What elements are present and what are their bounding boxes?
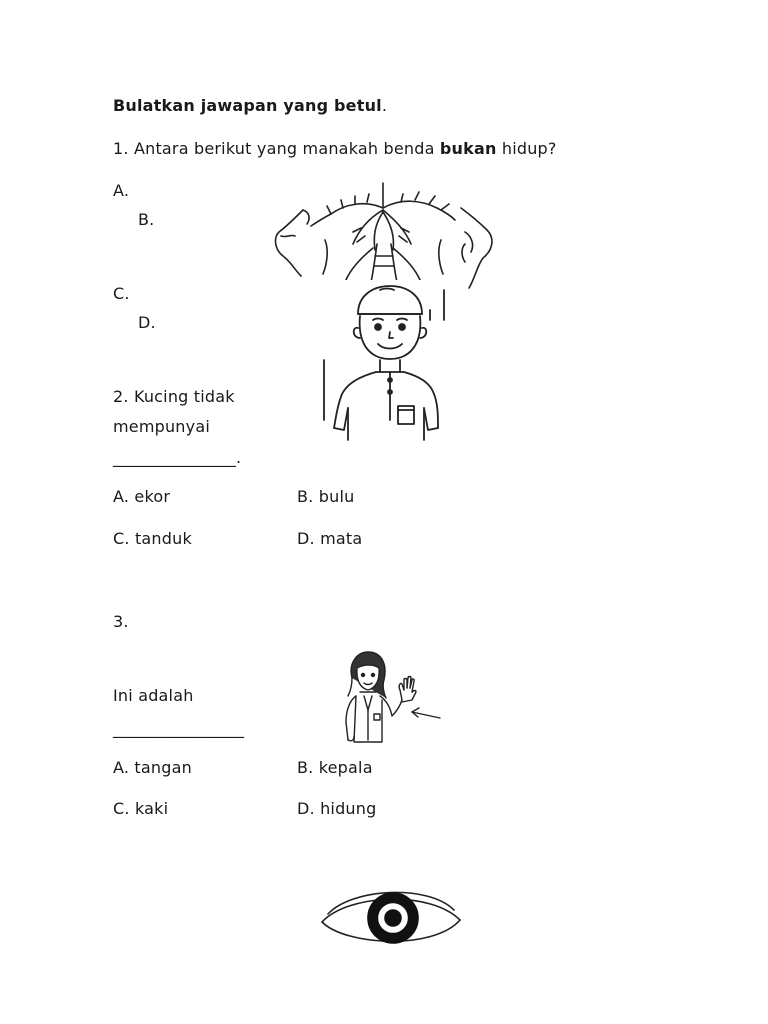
instruction-tail: .	[381, 96, 388, 115]
eye-image	[318, 880, 464, 960]
boy-image	[318, 280, 448, 442]
q2-option-b[interactable]: B. bulu	[297, 487, 355, 506]
q1-emphasis: bukan	[439, 139, 497, 158]
q1-option-b[interactable]: B.	[138, 210, 155, 229]
q1-option-c[interactable]: C.	[113, 284, 130, 303]
q3-prompt: Ini adalah	[113, 686, 194, 705]
q1-option-a[interactable]: A.	[113, 181, 130, 200]
q2-line-2: mempunyai	[113, 417, 210, 436]
q3-option-a[interactable]: A. tangan	[113, 758, 192, 777]
q3-blank: ________________	[113, 719, 245, 738]
q3-option-c[interactable]: C. kaki	[113, 799, 169, 818]
instruction-bold: Bulatkan jawapan yang betul	[113, 96, 382, 115]
q1-option-d[interactable]: D.	[138, 313, 156, 332]
q2-option-d[interactable]: D. mata	[297, 529, 363, 548]
q1-number: 1.	[113, 139, 129, 158]
q2-option-a[interactable]: A. ekor	[113, 487, 171, 506]
q1-text-before: Antara berikut yang manakah benda	[133, 139, 435, 158]
q3-number: 3.	[113, 612, 129, 631]
q2-option-c[interactable]: C. tanduk	[113, 529, 192, 548]
q3-option-d[interactable]: D. hidung	[297, 799, 377, 818]
q2-blank: _______________.	[113, 448, 242, 467]
girl-waving-image	[330, 650, 442, 748]
q2-line-1: 2. Kucing tidak	[113, 387, 235, 406]
q1-text-after: hidup?	[501, 139, 557, 158]
question-1	[113, 139, 557, 159]
instruction	[113, 96, 387, 116]
q3-option-b[interactable]: B. kepala	[297, 758, 373, 777]
